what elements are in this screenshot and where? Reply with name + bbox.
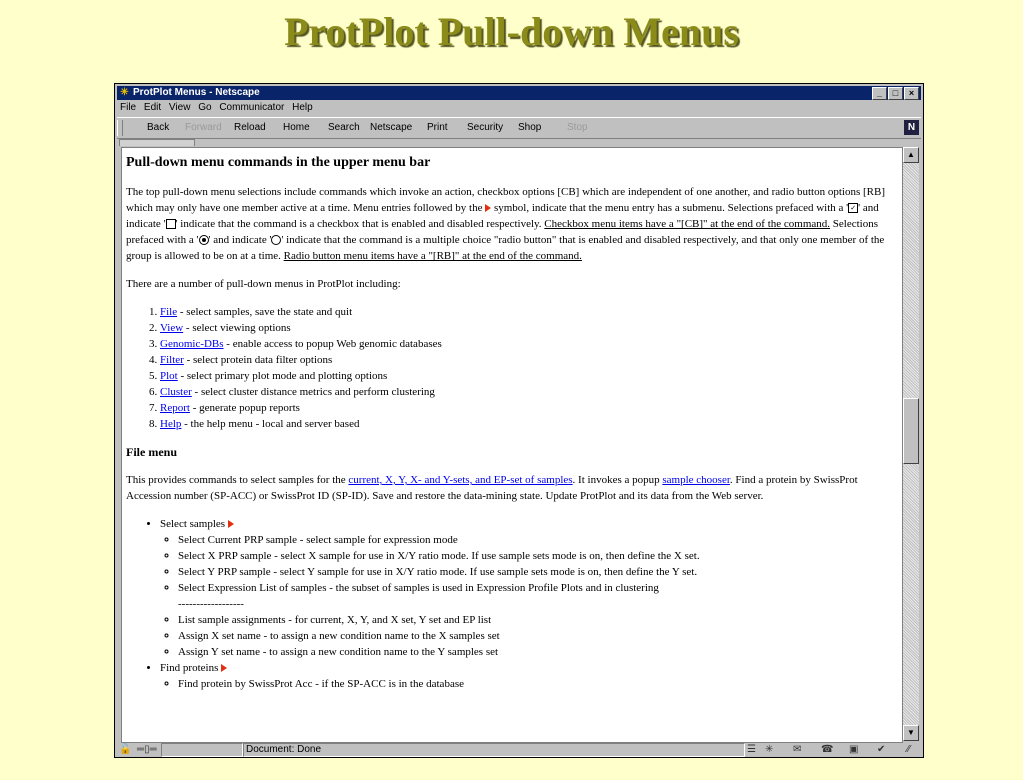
page-heading: Pull-down menu commands in the upper menu bar [126,155,431,170]
separator-line: ------------------ [178,598,244,610]
list-item: ◦ Select X PRP sample - select X sample for use in X/Y ratio mode. If use sample sets mode is on, then define the X set. [178,548,900,564]
link-genomic-dbs[interactable]: Genomic-DBs [160,338,224,350]
scroll-up-button[interactable]: ▲ [903,147,919,163]
menubar [117,101,921,115]
list-item-desc: - select primary plot mode and plotting options [177,370,388,382]
file-desc-text-3: . Find a protein by SwissProt Accession number (SP-ACC) or SwissProt ID (SP-ID). Save and restore the data-mining state. Update ProtPlot and its data from the Web server. [126,474,858,502]
netscape-button[interactable]: Netscape [370,122,413,133]
menus-intro: There are a number of pull-down menus in ProtPlot including: [126,278,401,290]
submenu-arrow-icon [221,664,227,672]
list-item-select-samples [160,516,900,660]
checkbox-unchecked-icon [166,219,176,229]
reload-button[interactable]: Reload [234,122,266,133]
file-desc-text-2: . It invokes a popup [572,474,663,486]
close-button[interactable]: × [904,87,919,100]
link-sample-chooser[interactable]: sample chooser [662,474,730,486]
list-item: ◦ Assign X set name - to assign a new condition name to the X samples set [178,628,900,644]
scroll-down-button[interactable]: ▼ [903,725,919,741]
print-button[interactable]: Print [427,122,448,133]
security-lock-icon[interactable]: 🔓 [119,744,132,755]
status-text: Document: Done [246,744,322,755]
window-titlebar[interactable] [117,86,921,100]
submenu-arrow-icon [228,520,234,528]
check-icon[interactable]: ✔ [877,744,886,755]
list-item: ◦ Find protein by SwissProt Acc - if the SP-ACC is in the database [178,676,900,692]
radio-selected-icon [199,235,209,245]
back-button[interactable]: Back [147,122,170,133]
list-item-desc: - enable access to popup Web genomic databases [223,338,442,350]
netscape-app-icon: ✳ [120,87,129,98]
radio-unselected-icon [271,235,281,245]
file-menu-description [126,472,900,504]
collapsed-location-toolbar [117,138,921,146]
status-text-panel [243,743,745,757]
link-help[interactable]: Help [160,418,182,430]
list-item [160,336,900,352]
link-filter[interactable]: Filter [160,354,184,366]
progress-icon: ═▯═ [137,744,157,755]
stop-button[interactable]: Stop [567,122,588,133]
list-item: ◦ Select Y PRP sample - select Y sample for use in X/Y ratio mode. If use sample sets mode is on, then define the Y set. [178,564,900,580]
shop-button[interactable]: Shop [518,122,542,133]
radio-note: Radio button menu items have a "[RB]" at the end of the command. [283,250,582,262]
select-samples-label: Select samples [160,518,228,530]
list-item-desc: - select samples, save the state and quit [177,306,353,318]
menu-list [126,304,900,432]
discussion-icon[interactable]: ☎ [821,744,834,755]
list-item [160,304,900,320]
scrollbar-thumb[interactable] [903,398,919,464]
intro-text-3: ' and indicate ' [126,202,879,230]
find-proteins-submenu [160,676,900,692]
collapsed-toolbar-tab[interactable] [119,139,195,146]
menu-go[interactable]: Go [198,102,212,113]
composer-icon[interactable]: ▣ [849,744,859,755]
progress-bar [161,743,243,757]
link-view[interactable]: View [160,322,184,334]
maximize-button[interactable]: □ [888,87,903,100]
link-report[interactable]: Report [160,402,190,414]
slide-title: ProtPlot Pull-down Menus [284,9,739,54]
menu-help[interactable]: Help [292,102,313,113]
toolbar-grip-handle[interactable] [117,120,123,136]
list-item-find-proteins [160,660,900,692]
search-button[interactable]: Search [328,122,360,133]
window-title: ProtPlot Menus - Netscape [133,87,260,98]
checkbox-checked-icon: ✓ [848,203,858,213]
minimize-button[interactable]: _ [872,87,887,100]
list-item-desc: - select viewing options [183,322,291,334]
home-button[interactable]: Home [283,122,310,133]
mail-icon[interactable]: ✉ [793,744,802,755]
security-button[interactable]: Security [467,122,504,133]
checkbox-note: Checkbox menu items have a "[CB]" at the end of the command. [544,218,831,230]
file-menu-items [126,516,900,692]
intro-text-5: Selections prefaced with a ' [126,218,879,246]
list-item: ◦ List sample assignments - for current, X, Y, and X set, Y set and EP list [178,612,900,628]
menu-view[interactable]: View [168,102,191,113]
list-item [160,416,900,432]
file-menu-heading: File menu [126,445,177,459]
list-item: ◦ Select Current PRP sample - select sample for expression mode [178,532,900,548]
intro-text-1: The top pull-down menu selections include commands which invoke an action, checkbox options [CB] which are independent of one another, and radio button options [RB] which may only have one member active at a time. Menu entries followed by the [126,186,885,214]
list-item [160,352,900,368]
browser-window [114,83,924,758]
status-bar [117,743,921,757]
list-item: ◦ Select Expression List of samples - the subset of samples is used in Expression Profile Plots and in clustering [178,580,900,596]
list-icon[interactable]: ☰ [747,744,756,755]
list-item [160,384,900,400]
find-proteins-label: Find proteins [160,662,222,674]
menu-communicator[interactable]: Communicator [219,102,285,113]
list-item: ◦ Assign Y set name - to assign a new condition name to the Y samples set [178,644,900,660]
menu-file[interactable]: File [120,102,137,113]
navigator-icon[interactable]: ✳ [765,744,774,755]
intro-text-4: ' indicate that the command is a checkbox that is enabled and disabled respectively. [175,218,545,230]
link-file[interactable]: File [160,306,178,318]
intro-text-6: ' and indicate ' [208,234,272,246]
link-plot[interactable]: Plot [160,370,178,382]
forward-button[interactable]: Forward [185,122,222,133]
link-cluster[interactable]: Cluster [160,386,192,398]
list-item-desc: - the help menu - local and server based [181,418,360,430]
page-content [121,147,903,743]
list-item [160,368,900,384]
intro-text-2: symbol, indicate that the menu entry has a submenu. Selections prefaced with a ' [491,202,849,214]
list-item [160,320,900,336]
list-item-desc: - generate popup reports [189,402,300,414]
list-item [160,400,900,416]
link-sample-sets[interactable]: current, X, Y, X- and Y-sets, and EP-set of samples [348,474,573,486]
file-desc-text-1: This provides commands to select samples for the [126,474,349,486]
select-samples-submenu [160,532,900,660]
vertical-scrollbar[interactable] [903,147,919,741]
intro-paragraph [126,184,900,264]
intro-text-7: ' indicate that the command is a multiple choice "radio button" that is enabled and disabled respectively, and that only one member of the group is allowed to be on at a time. [126,234,885,262]
list-item-desc: - select cluster distance metrics and perform clustering [191,386,435,398]
list-item-desc: - select protein data filter options [183,354,333,366]
menu-edit[interactable]: Edit [143,102,162,113]
resize-grip-icon[interactable]: ⁄⁄ [907,744,911,755]
netscape-logo: N [904,120,919,135]
navigation-toolbar [117,117,921,139]
